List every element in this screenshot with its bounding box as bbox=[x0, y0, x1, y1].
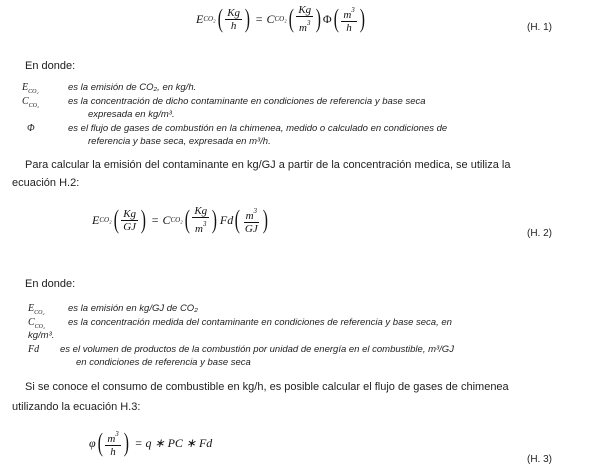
def-text-continued: en condiciones de referencia y base seca bbox=[76, 357, 251, 368]
def-text-continued: kg/m³. bbox=[28, 330, 55, 341]
def-text: es el volumen de productos de la combustión por unidad de energía en el combustible, m³/GJ bbox=[60, 344, 454, 355]
paragraph-1-line-1: Para calcular la emisión del contaminante en kg/GJ a partir de la concentración medica, se utiliza la bbox=[25, 159, 511, 171]
paragraph-2-line-2: utilizando la ecuación H.3: bbox=[12, 401, 141, 413]
equation-number-h2: (H. 2) bbox=[527, 228, 552, 239]
def-text: es el flujo de gases de combustión en la chimenea, medido o calculado en condiciones de bbox=[68, 123, 448, 134]
def-symbol: $C_{CO_2}$ bbox=[22, 96, 40, 109]
equation-number-h1: (H. 1) bbox=[527, 22, 552, 33]
equation-h1: E CO₂ ( $\frac{Kg}{h}$ ) = C CO₂ ( $\frac{Kg}{m^3}$ ) Φ ( $\frac{m^3}{h}$ ) bbox=[196, 4, 365, 34]
def-symbol: $E_{CO_2}$ bbox=[22, 82, 39, 95]
def-symbol: Fd bbox=[28, 344, 40, 355]
def-text-continued: expresada en kg/m³. bbox=[88, 109, 175, 120]
def-symbol: Φ bbox=[27, 123, 35, 134]
def-text: es la concentración medida del contaminante en condiciones de referencia y base seca, en bbox=[68, 317, 452, 328]
equation-h2: E CO₂ ( $\frac{Kg}{GJ}$ ) = C CO₂ ( $\frac{Kg}{m^3}$ ) Fd ( $\frac{m^3}{GJ}$ ) bbox=[92, 205, 268, 235]
en-donde-label-2: En donde: bbox=[25, 278, 76, 290]
def-symbol: $E_{CO_2}$ bbox=[28, 303, 45, 316]
equation-h3: φ ( $\frac{m^3}{h}$ ) = q ∗ PC ∗ Fd bbox=[89, 428, 213, 458]
def-symbol: $C_{CO_2}$ bbox=[28, 317, 46, 330]
def-text: es la concentración de dicho contaminante en condiciones de referencia y base seca bbox=[68, 96, 426, 107]
paragraph-1-line-2: ecuación H.2: bbox=[12, 177, 80, 189]
equation-number-h3: (H. 3) bbox=[527, 454, 552, 465]
def-text: es la emisión de CO₂, en kg/h. bbox=[68, 82, 197, 93]
def-text-continued: referencia y base seca, expresada en m³/h. bbox=[88, 136, 271, 147]
en-donde-label-1: En donde: bbox=[25, 60, 76, 72]
paragraph-2-line-1: Si se conoce el consumo de combustible en kg/h, es posible calcular el flujo de gases de chimenea bbox=[25, 381, 509, 393]
def-text: es la emisión en kg/GJ de CO₂ bbox=[68, 303, 198, 314]
